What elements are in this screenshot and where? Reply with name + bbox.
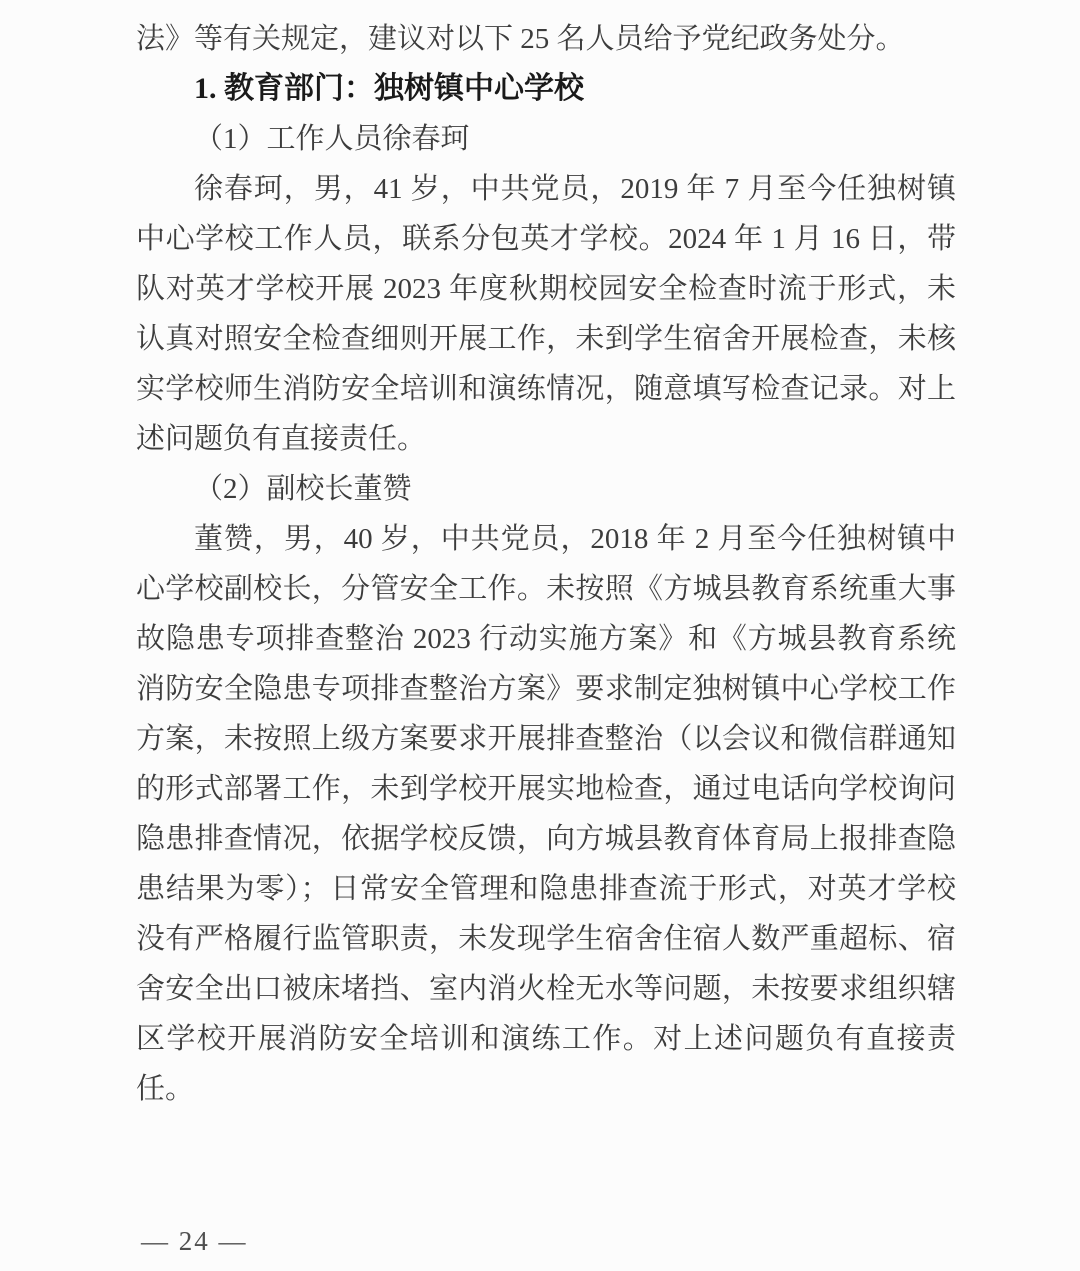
text-line: 队对英才学校开展 2023 年度秋期校园安全检查时流于形式，未 [136,273,956,305]
text-line: 实学校师生消防安全培训和演练情况，随意填写检查记录。对上 [136,373,956,405]
text-line: （1）工作人员徐春珂 [194,123,470,155]
text-line: 没有严格履行监管职责，未发现学生宿舍住宿人数严重超标、宿 [136,923,956,955]
text-line: 中心学校工作人员，联系分包英才学校。2024 年 1 月 16 日，带 [136,223,956,255]
text-line: 心学校副校长，分管安全工作。未按照《方城县教育系统重大事 [136,573,956,605]
text-line: 区学校开展消防安全培训和演练工作。对上述问题负有直接责 [136,1023,956,1055]
text-line: 患结果为零）；日常安全管理和隐患排查流于形式，对英才学校 [136,873,956,905]
text-line: 的形式部署工作，未到学校开展实地检查，通过电话向学校询问 [136,773,956,805]
text-line: 法》等有关规定，建议对以下 25 名人员给予党纪政务处分。 [136,23,905,55]
text-line: 隐患排查情况，依据学校反馈，向方城县教育体育局上报排查隐 [136,823,956,855]
text-line: 方案，未按照上级方案要求开展排查整治（以会议和微信群通知 [136,723,956,755]
page-number: — 24 — [141,1226,248,1256]
text-line: 舍安全出口被床堵挡、室内消火栓无水等问题，未按要求组织辖 [136,973,956,1005]
section-heading: 1. 教育部门：独树镇中心学校 [194,72,584,105]
document-body [136,14,956,1114]
text-line: 认真对照安全检查细则开展工作，未到学生宿舍开展检查，未核 [136,323,956,355]
text-line: 任。 [136,1073,195,1105]
text-line: 故隐患专项排查整治 2023 行动实施方案》和《方城县教育系统 [136,623,956,655]
text-line: （2）副校长董赞 [194,473,412,505]
text-line: 消防安全隐患专项排查整治方案》要求制定独树镇中心学校工作 [136,673,956,705]
text-line: 徐春珂，男，41 岁，中共党员，2019 年 7 月至今任独树镇 [194,173,956,205]
text-line: 董赞，男，40 岁，中共党员，2018 年 2 月至今任独树镇中 [194,523,956,555]
text-line: 述问题负有直接责任。 [136,423,427,455]
